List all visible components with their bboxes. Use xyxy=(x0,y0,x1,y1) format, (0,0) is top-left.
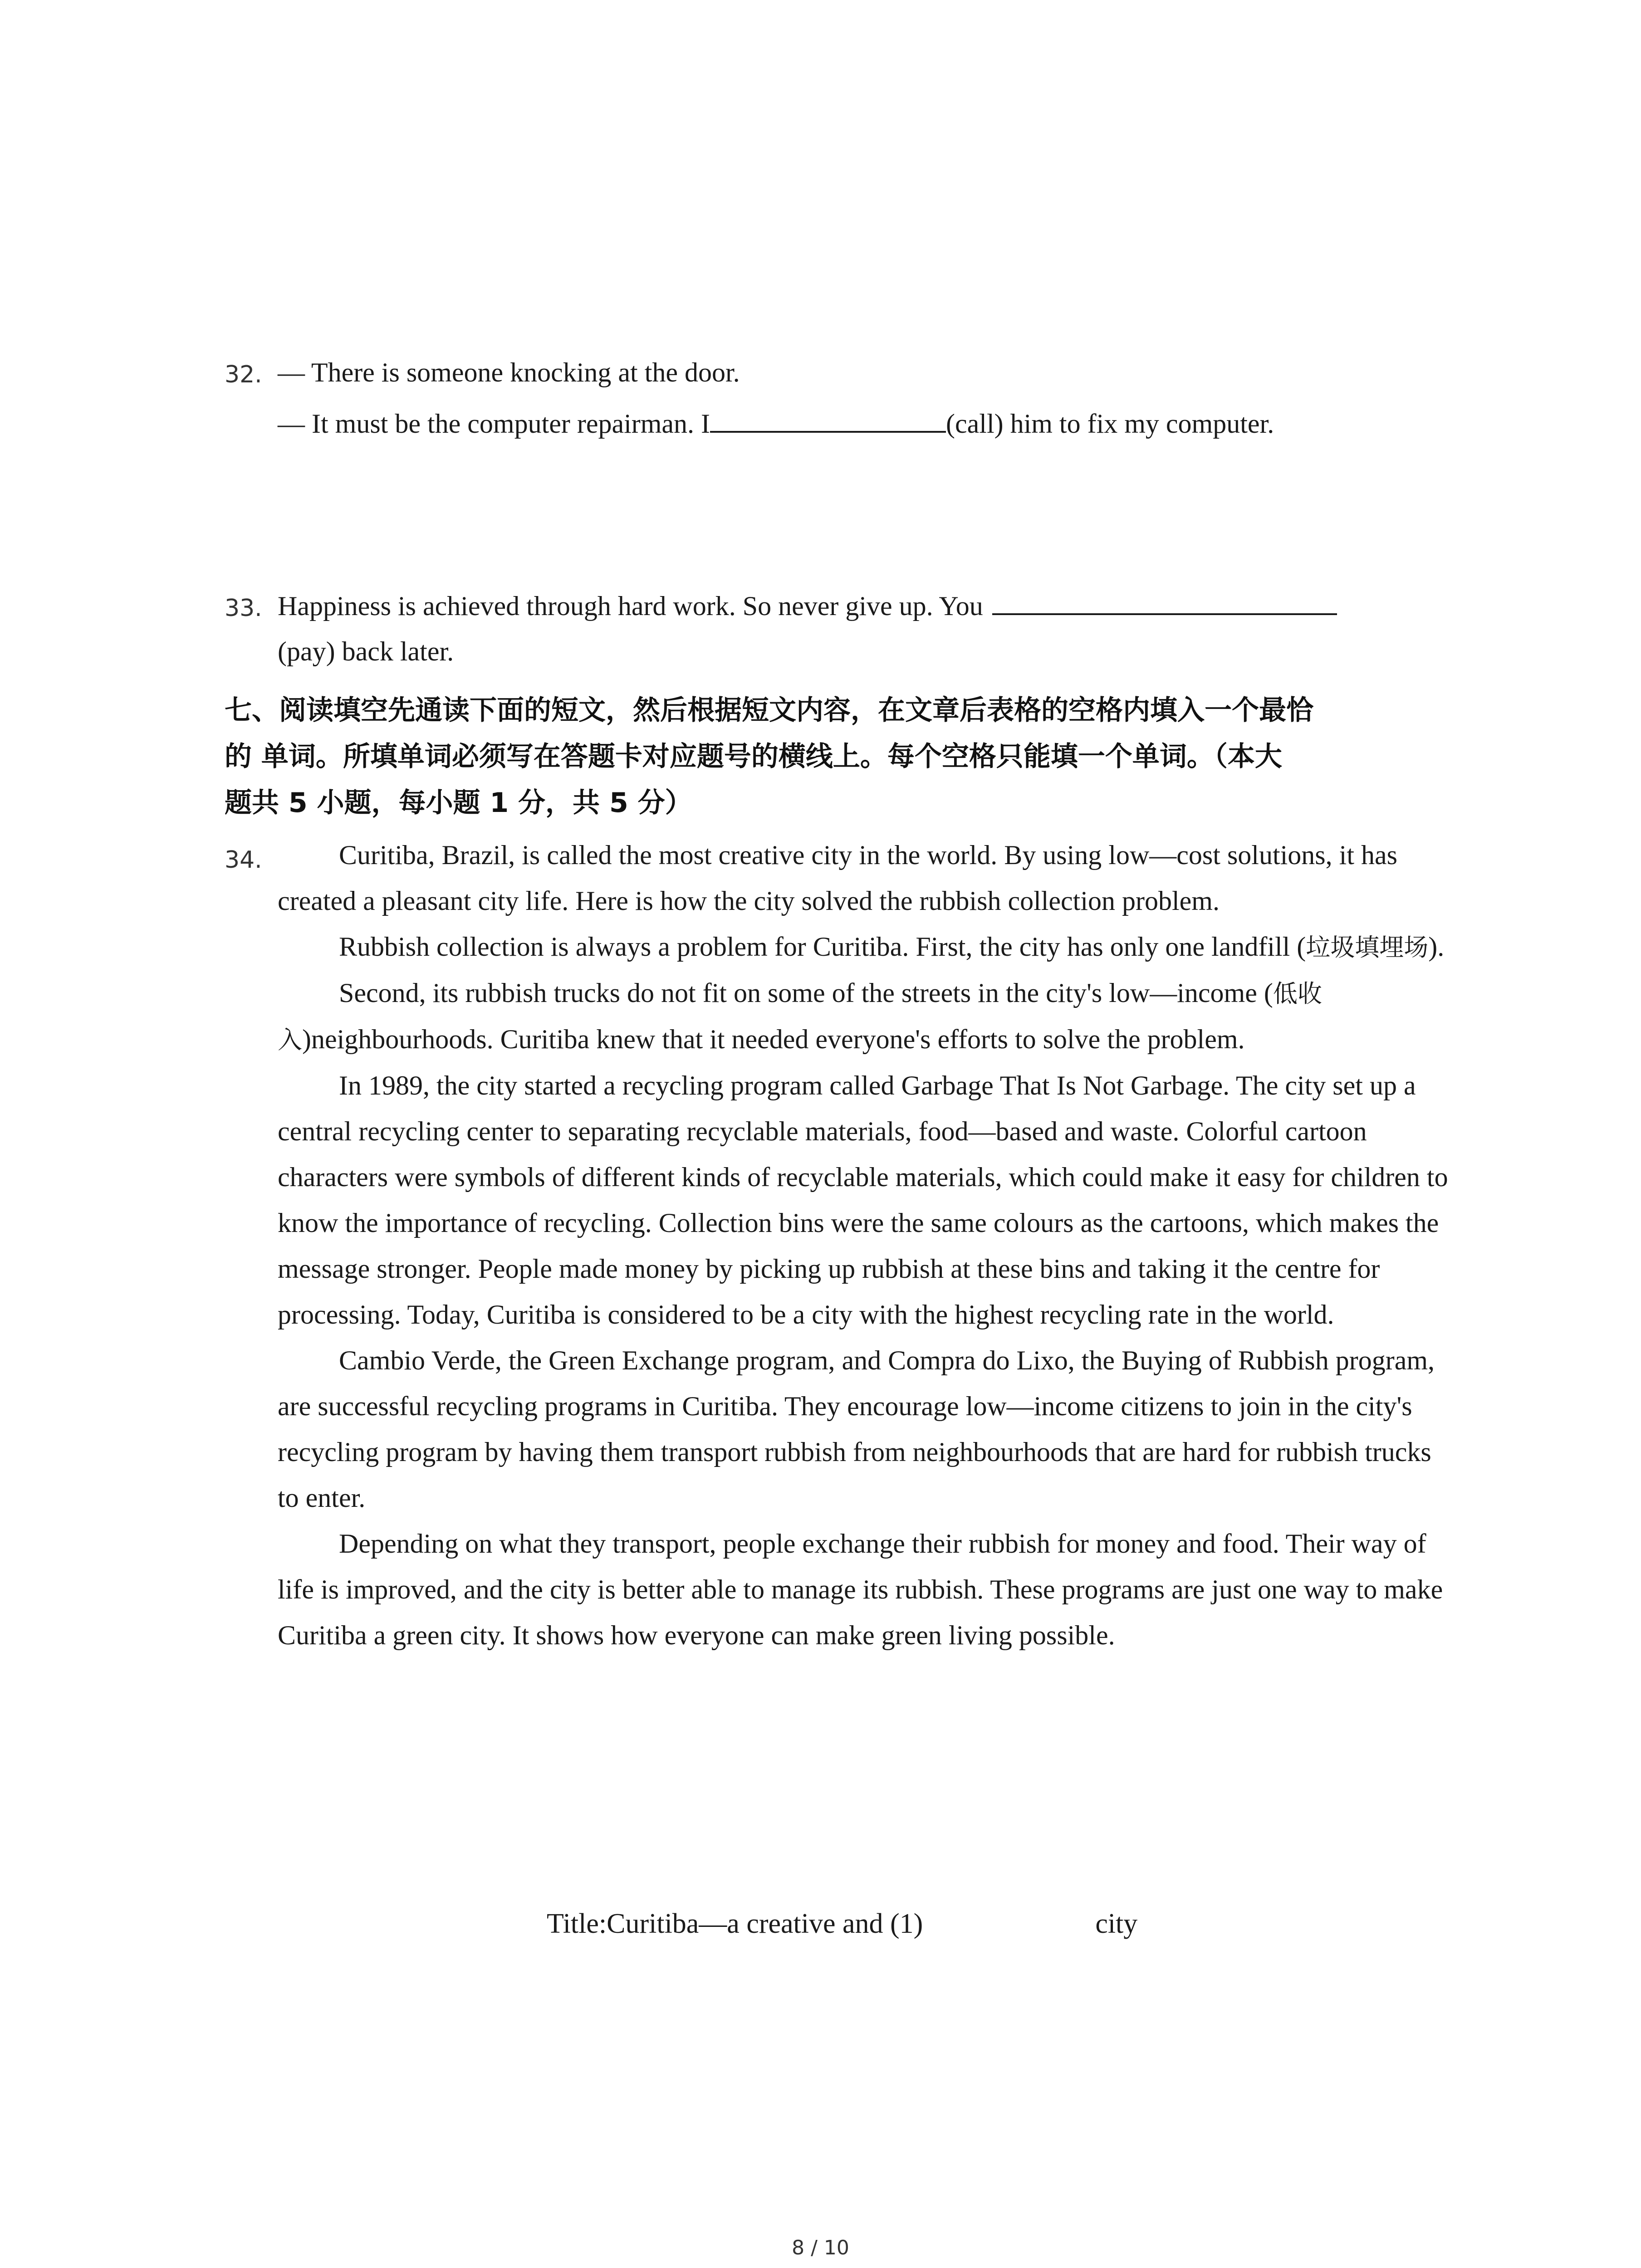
passage-paragraph-2 xyxy=(278,924,1457,970)
question-32-text-after-blank: (call) him to fix my computer. xyxy=(946,409,1274,439)
passage-paragraph-2-chinese-gloss: 垃圾填埋场 xyxy=(1306,933,1429,962)
question-32-line-2 xyxy=(278,401,1274,447)
passage-paragraph-3-chinese-gloss: 低收入 xyxy=(278,979,1322,1054)
passage-paragraph-5: Cambio Verde, the Green Exchange program, and Compra do Lixo, the Buying of Rubbish program, are successful recycling programs in Curitiba. They encourage low—income citizens to join in the city's recycling program by having them transport rubbish from neighbourhoods that are hard for rubbish trucks to enter. xyxy=(278,1345,1435,1513)
passage-paragraph-2-text: Rubbish collection is always a problem for Curitiba. First, the city has only one landfill ( xyxy=(339,932,1306,962)
summary-title-end: city xyxy=(1095,1908,1138,1939)
summary-title-text: Title:Curitiba—a creative and (1) xyxy=(547,1908,923,1939)
question-32-text-before-blank: — It must be the computer repairman. I xyxy=(278,409,710,439)
question-33-line-1 xyxy=(278,583,1337,629)
section-7-heading xyxy=(225,687,1477,826)
question-34-number: 34. xyxy=(225,846,262,874)
section-7-heading-line-3: 题共 5 小题，每小题 1 分，共 5 分） xyxy=(225,787,692,819)
section-7-heading-line-1: 七、阅读填空先通读下面的短文，然后根据短文内容，在文章后表格的空格内填入一个最恰 xyxy=(225,694,1313,726)
passage-paragraph-3-text: Second, its rubbish trucks do not fit on some of the streets in the city's low—income ( xyxy=(339,978,1273,1008)
question-33-line-2: (pay) back later. xyxy=(278,636,454,666)
page-number: 8 / 10 xyxy=(792,2236,849,2259)
answer-blank-33 xyxy=(992,584,1337,615)
summary-table-title xyxy=(547,1901,1137,1947)
passage-paragraph-3 xyxy=(278,970,1457,1063)
passage-paragraph-6: Depending on what they transport, people exchange their rubbish for money and food. Their way of life is improved, and the city is better able to manage its rubbish. These programs are just one way to make Curitiba a green city. It shows how everyone can make green living possible. xyxy=(278,1529,1443,1650)
question-32-number: 32. xyxy=(225,361,262,388)
question-32-line-1: — There is someone knocking at the door. xyxy=(278,357,740,387)
question-33-text-before-blank: Happiness is achieved through hard work. So never give up. You xyxy=(278,591,983,621)
passage-paragraph-3-end: )neighbourhoods. Curitiba knew that it needed everyone's efforts to solve the problem. xyxy=(302,1024,1245,1054)
question-33-number: 33. xyxy=(225,595,262,622)
answer-blank-32 xyxy=(710,402,946,433)
section-7-heading-line-2: 的 单词。所填单词必须写在答题卡对应题号的横线上。每个空格只能填一个单词。（本大 xyxy=(225,741,1282,772)
passage-paragraph-2-end: ). xyxy=(1428,932,1445,962)
reading-passage xyxy=(278,832,1457,1658)
passage-paragraph-1: Curitiba, Brazil, is called the most creative city in the world. By using low—cost solutions, it has created a pleasant city life. Here is how the city solved the rubbish collection problem. xyxy=(278,840,1397,916)
passage-paragraph-4: In 1989, the city started a recycling program called Garbage That Is Not Garbage. The city set up a central recycling center to separating recyclable materials, food—based and waste. Colorful cartoon characters were symbols of different kinds of recyclable materials, which could make it easy for children to know the importance of recycling. Collection bins were the same colours as the cartoons, which makes the message stronger. People made money by picking up rubbish at these bins and taking it the centre for processing. Today, Curitiba is considered to be a city with the highest recycling rate in the world. xyxy=(278,1070,1448,1330)
